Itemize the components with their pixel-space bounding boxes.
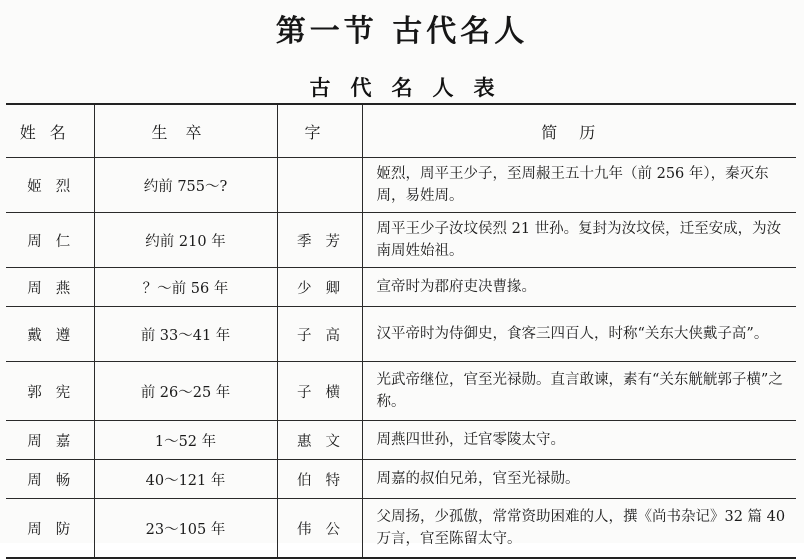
cell-bio: 周嘉的叔伯兄弟，官至光禄勋。 bbox=[362, 460, 796, 499]
cell-style-name: 少卿 bbox=[277, 268, 362, 307]
table-caption: 古代名人表 bbox=[309, 76, 515, 100]
cell-style-name: 子横 bbox=[277, 362, 362, 421]
cell-bio: 父周扬，少孤傲，常常资助困难的人，撰《尚书杂记》32 篇 40 万言，官至陈留太守。 bbox=[362, 499, 796, 559]
famous-people-table bbox=[6, 103, 796, 559]
header-bio: 简历 bbox=[362, 104, 796, 158]
cell-name: 郭宪 bbox=[6, 362, 94, 421]
cell-name: 周畅 bbox=[6, 460, 94, 499]
table-row bbox=[6, 499, 796, 559]
cell-life: 前 26～25 年 bbox=[94, 362, 277, 421]
cell-bio: 宣帝时为郡府吏决曹掾。 bbox=[362, 268, 796, 307]
cell-style-name bbox=[277, 158, 362, 213]
cell-life: 40～121 年 bbox=[94, 460, 277, 499]
table-row bbox=[6, 268, 796, 307]
table-row bbox=[6, 213, 796, 268]
cell-life: 前 33～41 年 bbox=[94, 307, 277, 362]
cell-life: 1～52 年 bbox=[94, 421, 277, 460]
cell-bio: 姬烈，周平王少子，至周赧王五十九年（前 256 年），秦灭东周，易姓周。 bbox=[362, 158, 796, 213]
cell-bio: 汉平帝时为侍御史，食客三四百人，时称“关东大侠戴子高”。 bbox=[362, 307, 796, 362]
cell-name: 周仁 bbox=[6, 213, 94, 268]
table-header-row bbox=[6, 104, 796, 158]
header-life: 生卒 bbox=[94, 104, 277, 158]
cell-style-name: 伯特 bbox=[277, 460, 362, 499]
cell-bio: 光武帝继位，官至光禄勋。直言敢谏，素有“关东觥觥郭子横”之称。 bbox=[362, 362, 796, 421]
cell-style-name: 伟公 bbox=[277, 499, 362, 559]
cell-style-name: 季芳 bbox=[277, 213, 362, 268]
cell-name: 周防 bbox=[6, 499, 94, 559]
cell-name: 姬烈 bbox=[6, 158, 94, 213]
cell-bio: 周燕四世孙，迁官零陵太守。 bbox=[362, 421, 796, 460]
table-row bbox=[6, 362, 796, 421]
cell-name: 周燕 bbox=[6, 268, 94, 307]
table-row bbox=[6, 421, 796, 460]
header-name: 姓名 bbox=[6, 104, 94, 158]
table-row bbox=[6, 307, 796, 362]
cell-life: 约前 755～? bbox=[94, 158, 277, 213]
cell-bio: 周平王少子汝坟侯烈 21 世孙。复封为汝坟侯，迁至安成，为汝南周姓始祖。 bbox=[362, 213, 796, 268]
cell-life: 约前 210 年 bbox=[94, 213, 277, 268]
section-title: 第一节 古代名人 bbox=[275, 14, 529, 49]
table-row bbox=[6, 460, 796, 499]
cell-name: 周嘉 bbox=[6, 421, 94, 460]
table-row bbox=[6, 158, 796, 213]
cell-name: 戴遵 bbox=[6, 307, 94, 362]
cell-life: 23～105 年 bbox=[94, 499, 277, 559]
cell-life: ？～前 56 年 bbox=[94, 268, 277, 307]
cell-style-name: 惠文 bbox=[277, 421, 362, 460]
header-style-name: 字 bbox=[277, 104, 362, 158]
cell-style-name: 子高 bbox=[277, 307, 362, 362]
